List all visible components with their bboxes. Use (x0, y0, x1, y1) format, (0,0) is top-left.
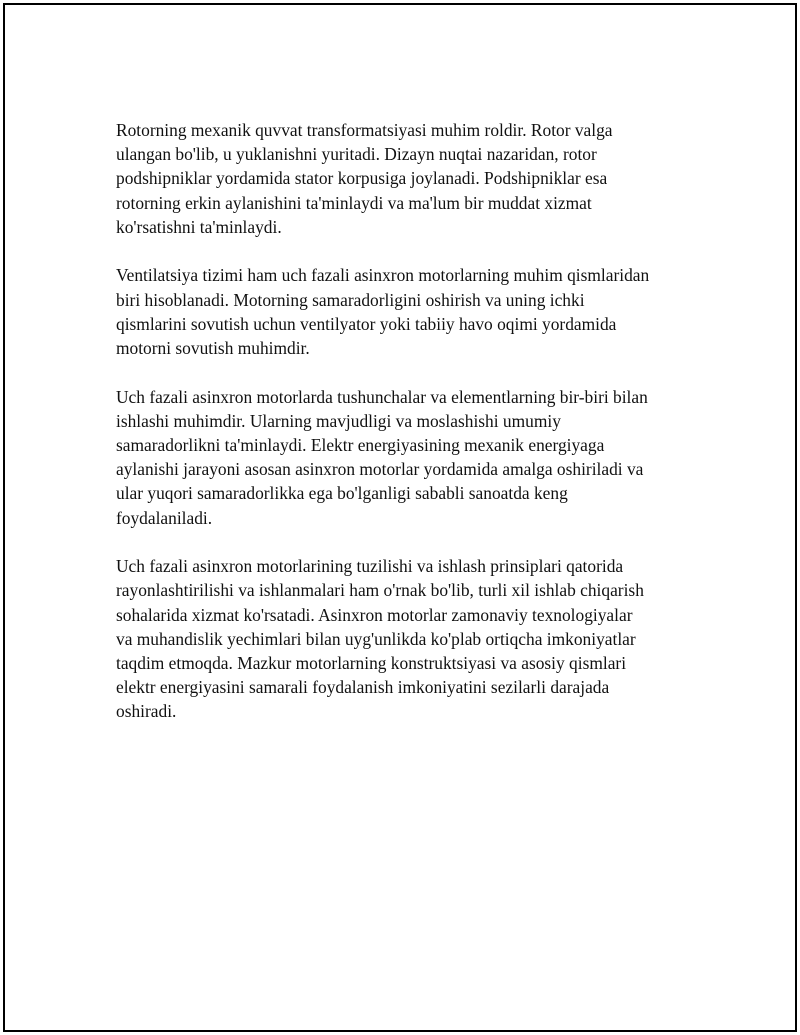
text-line: ular yuqori samaradorlikka ega bo'lganligi sababli sanoatda keng (116, 483, 568, 504)
text-line: taqdim etmoqda. Mazkur motorlarning konstruktsiyasi va asosiy qismlari (116, 653, 627, 674)
text-line: ulangan bo'lib, u yuklanishni yuritadi. Dizayn nuqtai nazaridan, rotor (116, 144, 597, 165)
text-line: foydalaniladi. (116, 507, 213, 528)
text-line: samaradorlikni ta'minlaydi. Elektr energiyasining mexanik energiyaga (116, 435, 605, 456)
text-line: rayonlashtirilishi va ishlanmalari ham o'rnak bo'lib, turli xil ishlab chiqarish (116, 580, 644, 601)
text-line: ko'rsatishni ta'minlaydi. (116, 216, 282, 237)
text-line: podshipniklar yordamida stator korpusiga joylanadi. Podshipniklar esa (116, 168, 608, 189)
paragraph-1 (116, 118, 696, 239)
text-line: aylanishi jarayoni asosan asinxron motorlar yordamida amalga oshiriladi va (116, 459, 644, 480)
paragraph-4 (116, 554, 696, 723)
text-line: qismlarini sovutish uchun ventilyator yoki tabiiy havo oqimi yordamida (116, 313, 617, 334)
text-line: rotorning erkin aylanishini ta'minlaydi va ma'lum bir muddat xizmat (116, 192, 592, 213)
text-line: Uch fazali asinxron motorlarda tushunchalar va elementlarning bir-biri bilan (116, 386, 648, 407)
text-line: Uch fazali asinxron motorlarining tuzilishi va ishlash prinsiplari qatorida (116, 556, 624, 577)
document-body (116, 118, 696, 748)
text-line: Rotorning mexanik quvvat transformatsiyasi muhim roldir. Rotor valga (116, 120, 613, 140)
paragraph-2 (116, 263, 696, 360)
text-line: va muhandislik yechimlari bilan uyg'unlikda ko'plab ortiqcha imkoniyatlar (116, 628, 636, 649)
text-line: biri hisoblanadi. Motorning samaradorligini oshirish va uning ichki (116, 289, 585, 310)
text-line: oshiradi. (116, 701, 177, 722)
text-line: sohalarida xizmat ko'rsatadi. Asinxron motorlar zamonaviy texnologiyalar (116, 604, 633, 625)
paragraph-3 (116, 385, 696, 530)
text-line: motorni sovutish muhimdir. (116, 338, 310, 359)
text-line: elektr energiyasini samarali foydalanish imkoniyatini sezilarli darajada (116, 677, 610, 698)
text-line: Ventilatsiya tizimi ham uch fazali asinxron motorlarning muhim qismlaridan (116, 265, 650, 286)
text-line: ishlashi muhimdir. Ularning mavjudligi va moslashishi umumiy (116, 410, 561, 431)
